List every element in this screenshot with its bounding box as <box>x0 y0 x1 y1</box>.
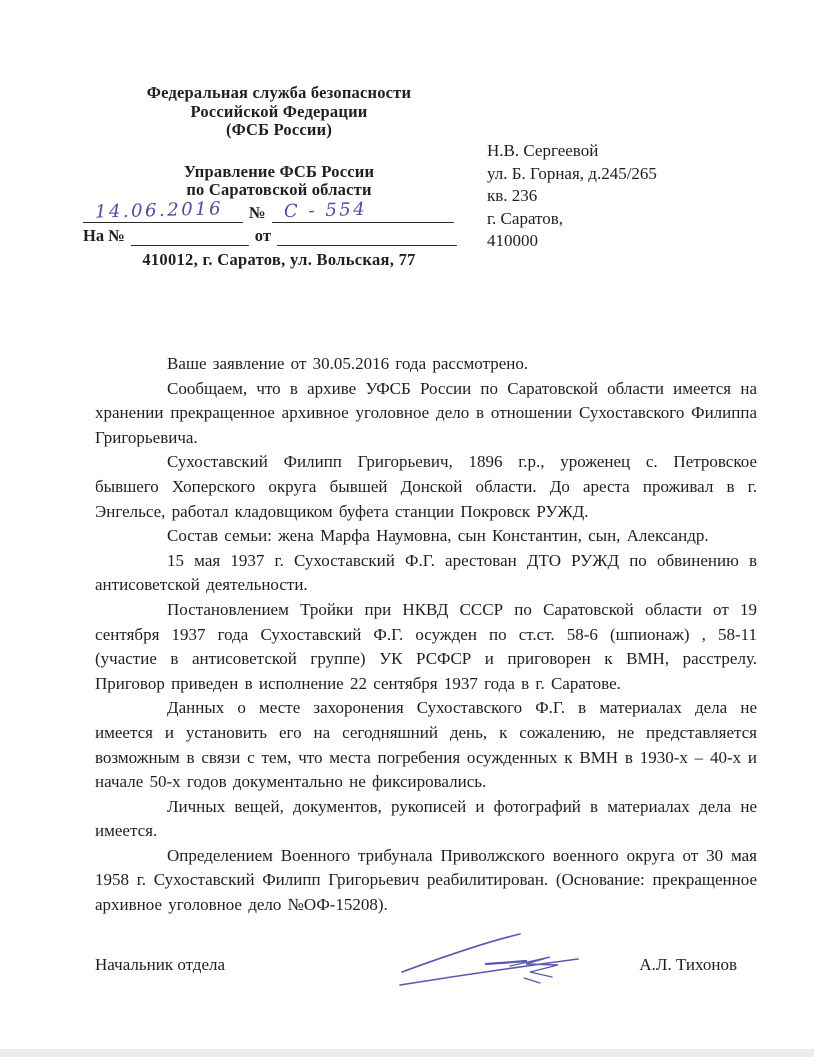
dept-name-line2: по Саратовской области <box>186 180 372 199</box>
reply-to-label: На № <box>83 225 125 245</box>
sender-postal-address: 410012, г. Саратов, ул. Вольская, 77 <box>142 249 416 269</box>
incoming-ref-line <box>83 225 475 246</box>
letterhead <box>83 84 475 270</box>
scan-edge-artifact <box>0 1049 814 1057</box>
recipient-street: ул. Б. Горная, д.245/265 <box>487 163 657 183</box>
recipient-name: Н.В. Сергеевой <box>487 141 599 160</box>
recipient-address-block <box>487 140 787 253</box>
body-paragraph: Постановлением Тройки при НКВД СССР по Саратовской области от 19 сентября 1937 года Сухоставский Ф.Г. осужден по ст.ст. 58-6 (шпионаж) , 58-11 (участие в антисоветской группе) УК РСФСР и приговорен к ВМН, расстрелу. Приговор приведен в исполнение 22 сентября 1937 года в г. Саратове. <box>95 599 757 693</box>
body-paragraph: 15 мая 1937 г. Сухоставский Ф.Г. арестован ДТО РУЖД по обвинению в антисоветской деятельности. <box>95 550 757 595</box>
incoming-date-underline <box>277 224 457 246</box>
signer-name: А.Л. Тихонов <box>639 955 737 974</box>
signature-row <box>95 955 737 975</box>
org-name-line2: Российской Федерации <box>190 101 368 121</box>
org-name-line3: (ФСБ России) <box>225 120 333 139</box>
body-paragraph: Личных вещей, документов, рукописей и фотографий в материалах дела не имеется. <box>95 796 757 841</box>
recipient-city: г. Саратов, <box>487 208 564 228</box>
org-name-line1: Федеральная служба безопасности <box>146 83 412 102</box>
signer-position-title: Начальник отдела <box>95 955 226 974</box>
letter-body <box>95 352 757 918</box>
recipient-apartment: кв. 236 <box>487 186 538 206</box>
number-sign-label: № <box>249 202 266 222</box>
outgoing-ref-line <box>83 197 475 223</box>
dept-name-line1: Управление ФСБ России <box>183 161 375 181</box>
incoming-number-underline <box>131 224 249 246</box>
number-underline <box>272 198 454 223</box>
handwritten-number: С - 554 <box>283 198 368 222</box>
body-paragraph: Ваше заявление от 30.05.2016 года рассмотрено. <box>167 354 529 373</box>
body-paragraph: Сухоставский Филипп Григорьевич, 1896 г.р., уроженец с. Петровское бывшего Хоперского округа бывшей Донской области. До ареста проживал в г. Энгельсе, работал кладовщиком буфета станции Покровск РУЖД. <box>95 452 757 521</box>
recipient-postcode: 410000 <box>487 231 538 251</box>
body-paragraph: Определением Военного трибунала Приволжского военного округа от 30 мая 1958 г. Сухоставский Филипп Григорьевич реабилитирован. (Основание: прекращенное архивное уголовное дело №ОФ-15208). <box>95 845 757 915</box>
letterhead-gap <box>83 140 475 163</box>
date-underline <box>83 197 243 223</box>
body-paragraph: Сообщаем, что в архиве УФСБ России по Саратовской области имеется на хранении прекращенное архивное уголовное дело в отношении Сухоставского Филиппа Григорьевича. <box>95 378 757 447</box>
body-paragraph: Данных о месте захоронения Сухоставского Ф.Г. в материалах дела не имеется и установить его на сегодняшний день, к сожалению, не представляется возможным в связи с тем, что места погребения осужденных к ВМН в 1930-х – 40-х и начале 50-х годов документально не фиксировались. <box>95 698 757 792</box>
from-label: от <box>254 225 271 245</box>
handwritten-date: 14.06.2016 <box>94 197 224 223</box>
body-paragraph: Состав семьи: жена Марфа Наумовна, сын Константин, сын, Александр. <box>167 526 709 546</box>
